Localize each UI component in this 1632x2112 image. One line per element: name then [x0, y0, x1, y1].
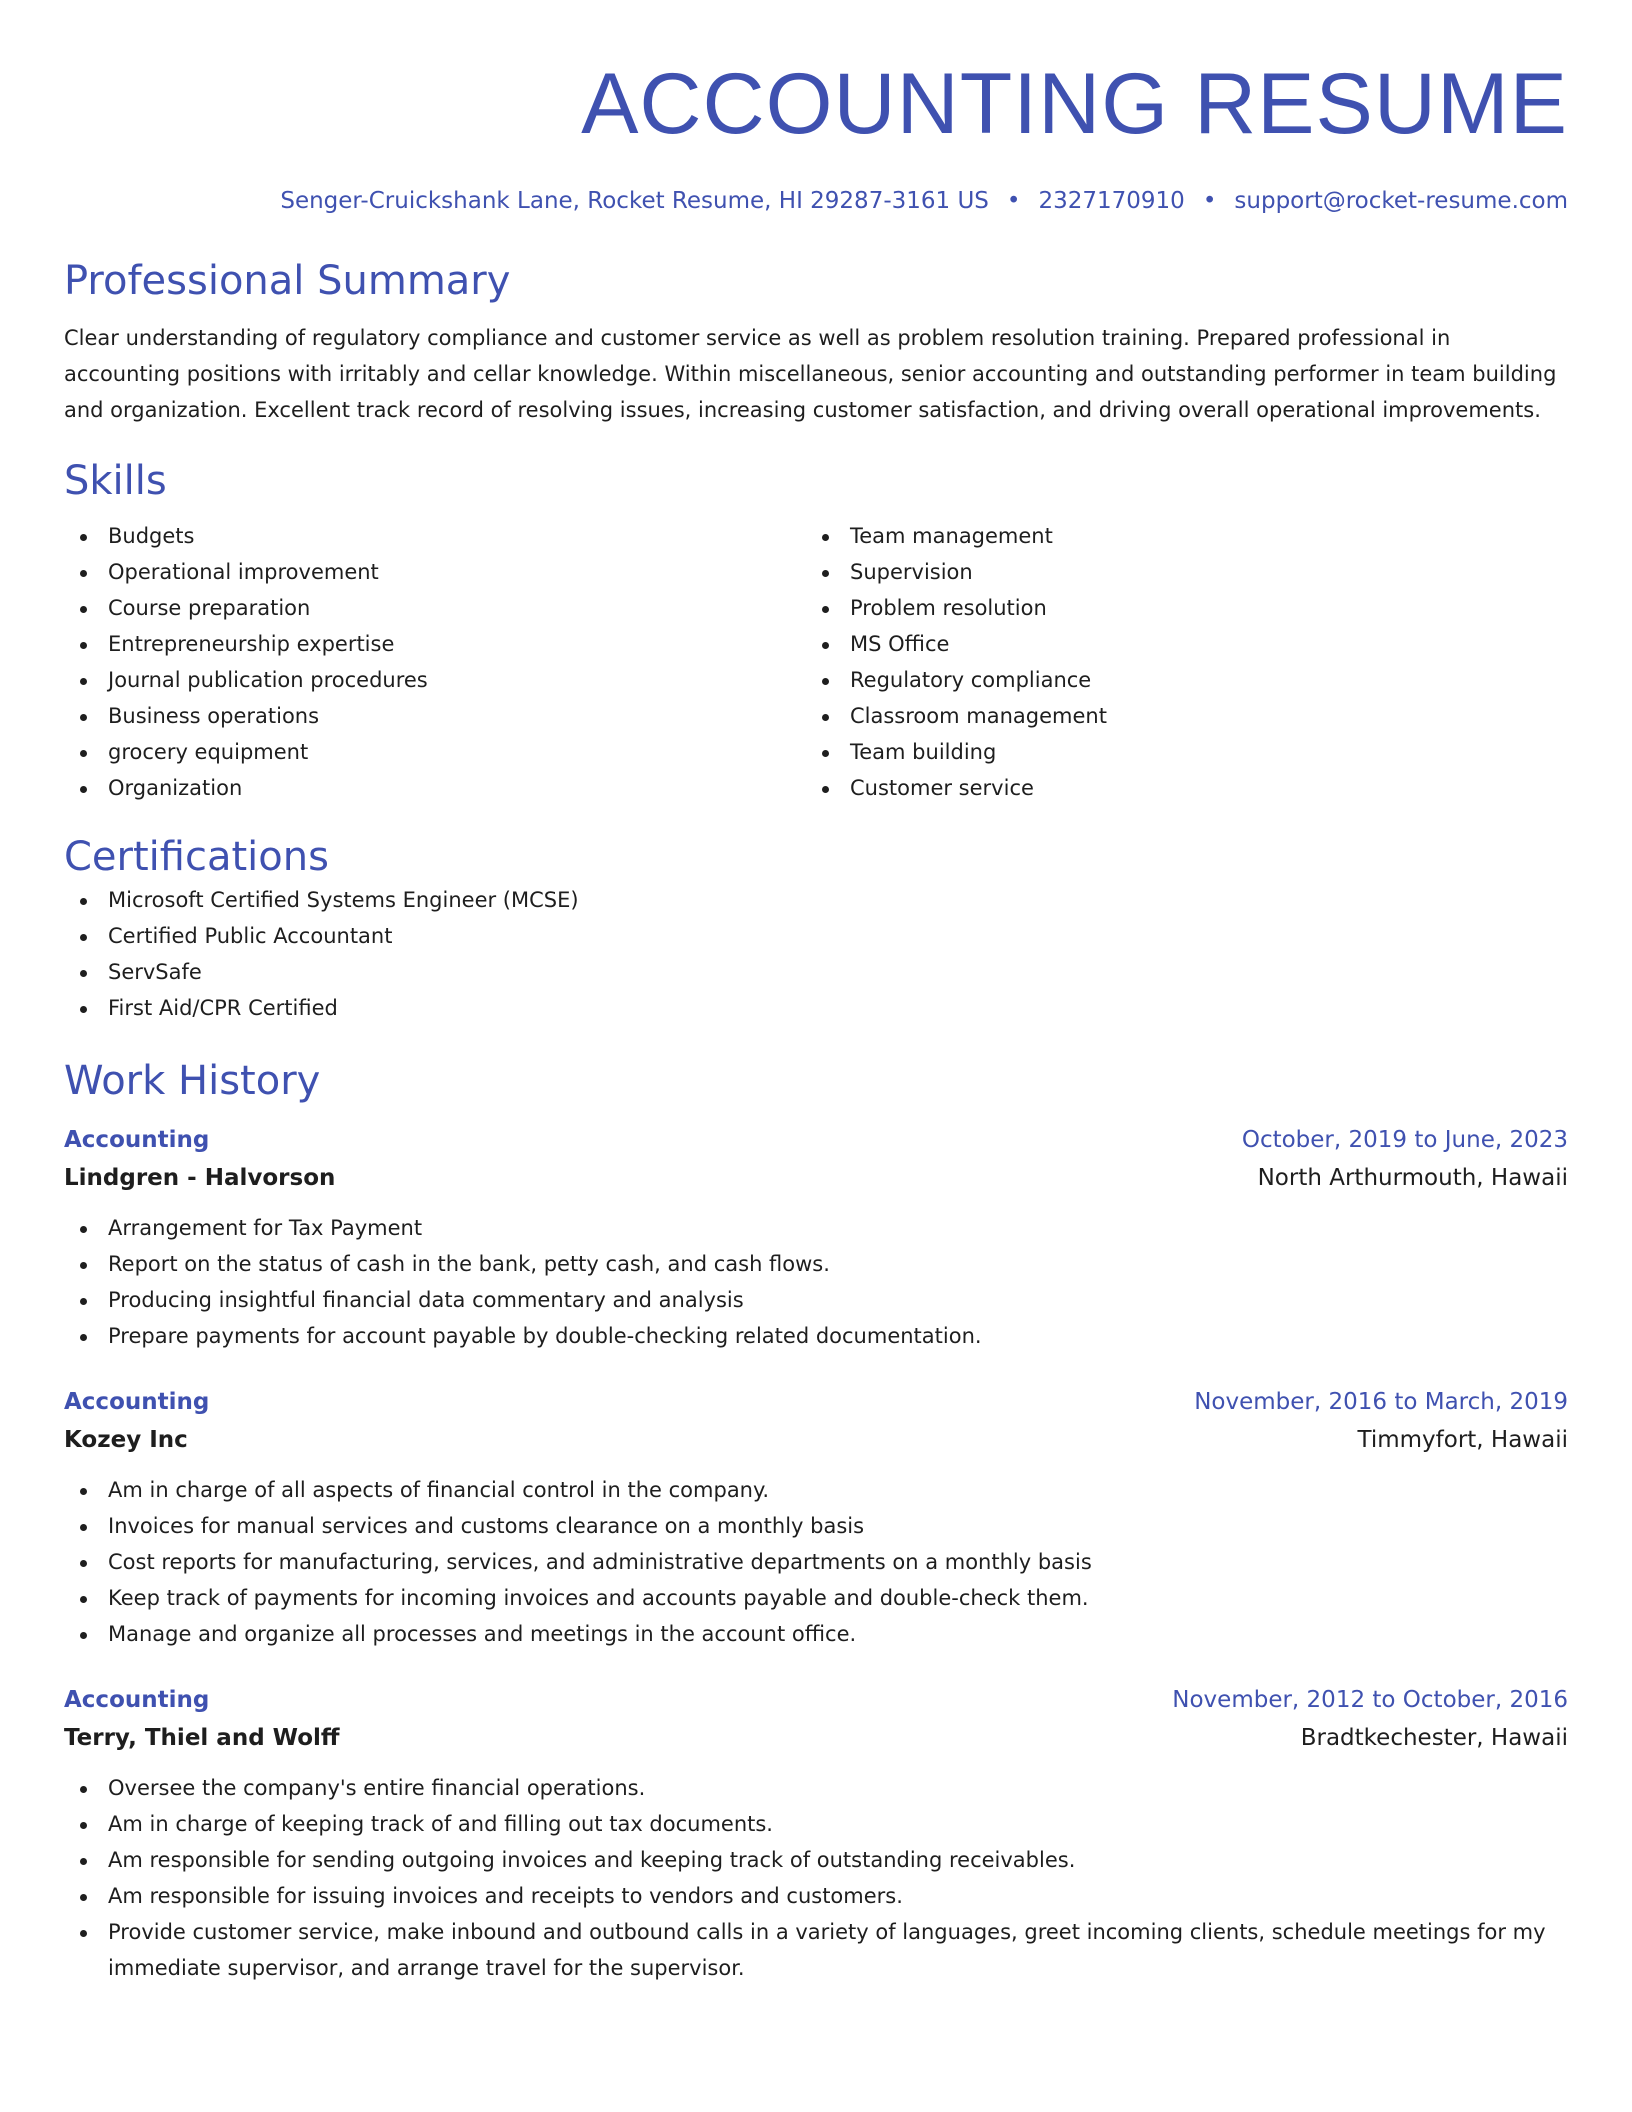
skill-item: Entrepreneurship expertise	[64, 626, 806, 662]
skill-item: MS Office	[806, 626, 1548, 662]
job-duties-list	[64, 1770, 1568, 1986]
work-history-section	[64, 1056, 1568, 1986]
job-company-row	[64, 1718, 1568, 1758]
skill-item: Regulatory compliance	[806, 662, 1548, 698]
job-duty: Invoices for manual services and customs clearance on a monthly basis	[64, 1508, 1568, 1544]
job-duties-list	[64, 1472, 1568, 1652]
job-duty: Am in charge of all aspects of financial control in the company.	[64, 1472, 1568, 1508]
job-location: Timmyfort, Hawaii	[1357, 1427, 1568, 1453]
skill-item: Classroom management	[806, 698, 1548, 734]
job-duty: Keep track of payments for incoming invoices and accounts payable and double-check them.	[64, 1580, 1568, 1616]
job-duty: Report on the status of cash in the bank, petty cash, and cash flows.	[64, 1246, 1568, 1282]
certification-item: Certified Public Accountant	[64, 918, 1568, 954]
work-history-heading: Work History	[64, 1058, 321, 1104]
skill-item: Organization	[64, 770, 806, 806]
certifications-heading: Certifications	[64, 834, 329, 880]
job-duty: Provide customer service, make inbound and outbound calls in a variety of languages, greet incoming clients, schedule meetings for my immediate supervisor, and arrange travel for the supervisor.	[64, 1914, 1568, 1986]
job-duties-list	[64, 1210, 1568, 1354]
job-role: Accounting	[64, 1687, 210, 1713]
job-role: Accounting	[64, 1127, 210, 1153]
job-duty: Am in charge of keeping track of and filling out tax documents.	[64, 1806, 1568, 1842]
job-header-row	[64, 1682, 1568, 1718]
job-company: Kozey Inc	[64, 1427, 188, 1453]
contact-phone: 2327170910	[1038, 188, 1185, 214]
job-duty: Oversee the company's entire financial operations.	[64, 1770, 1568, 1806]
contact-line	[64, 186, 1568, 216]
skills-section	[64, 456, 1568, 806]
skill-item: Operational improvement	[64, 554, 806, 590]
skills-heading: Skills	[64, 458, 167, 504]
contact-address: Senger-Cruickshank Lane, Rocket Resume, HI 29287-3161 US	[280, 188, 989, 214]
job-duty: Cost reports for manufacturing, services, and administrative departments on a monthly basis	[64, 1544, 1568, 1580]
skill-item: Team management	[806, 518, 1548, 554]
job-entry	[64, 1384, 1568, 1652]
job-duty: Prepare payments for account payable by double-checking related documentation.	[64, 1318, 1568, 1354]
job-duty: Am responsible for issuing invoices and receipts to vendors and customers.	[64, 1878, 1568, 1914]
job-duty: Am responsible for sending outgoing invoices and keeping track of outstanding receivables.	[64, 1842, 1568, 1878]
job-role: Accounting	[64, 1389, 210, 1415]
skill-item: Problem resolution	[806, 590, 1548, 626]
job-dates: November, 2012 to October, 2016	[1172, 1687, 1568, 1713]
certification-item: ServSafe	[64, 954, 1568, 990]
job-company-row	[64, 1420, 1568, 1460]
certifications-section	[64, 832, 1568, 1026]
job-duty: Arrangement for Tax Payment	[64, 1210, 1568, 1246]
contact-email[interactable]: support@rocket-resume.com	[1234, 188, 1568, 214]
skill-item: Team building	[806, 734, 1548, 770]
job-company-row	[64, 1158, 1568, 1198]
skills-list-left	[64, 518, 806, 806]
contact-separator: •	[1006, 188, 1021, 214]
summary-section	[64, 256, 1568, 428]
job-dates: October, 2019 to June, 2023	[1241, 1127, 1568, 1153]
summary-text: Clear understanding of regulatory compliance and customer service as well as problem resolution training. Prepared professional in accounting positions with irritably and cellar knowledge. Within miscellaneous, senior accounting and outstanding performer in team building and organization. Excellent track record of resolving issues, increasing customer satisfaction, and driving overall operational improvements.	[64, 326, 1557, 422]
certification-item: First Aid/CPR Certified	[64, 990, 1568, 1026]
skill-item: Supervision	[806, 554, 1548, 590]
skill-item: Business operations	[64, 698, 806, 734]
job-header-row	[64, 1384, 1568, 1420]
job-location: North Arthurmouth, Hawaii	[1257, 1165, 1568, 1191]
skill-item: grocery equipment	[64, 734, 806, 770]
job-dates: November, 2016 to March, 2019	[1194, 1389, 1568, 1415]
summary-heading: Professional Summary	[64, 258, 511, 304]
job-company: Lindgren - Halvorson	[64, 1165, 336, 1191]
job-company: Terry, Thiel and Wolff	[64, 1725, 340, 1751]
skills-columns	[64, 518, 1568, 806]
job-entry	[64, 1682, 1568, 1986]
certification-item: Microsoft Certified Systems Engineer (MCSE)	[64, 882, 1568, 918]
job-entry	[64, 1122, 1568, 1354]
job-header-row	[64, 1122, 1568, 1158]
skill-item: Budgets	[64, 518, 806, 554]
certifications-list	[64, 882, 1568, 1026]
resume-header	[64, 0, 1568, 216]
job-duty: Manage and organize all processes and meetings in the account office.	[64, 1616, 1568, 1652]
job-location: Bradtkechester, Hawaii	[1300, 1725, 1568, 1751]
resume-title: ACCOUNTING RESUME	[581, 56, 1568, 152]
skills-list-right	[806, 518, 1548, 806]
skill-item: Journal publication procedures	[64, 662, 806, 698]
skill-item: Customer service	[806, 770, 1548, 806]
job-duty: Producing insightful financial data commentary and analysis	[64, 1282, 1568, 1318]
skill-item: Course preparation	[64, 590, 806, 626]
contact-separator: •	[1202, 188, 1217, 214]
